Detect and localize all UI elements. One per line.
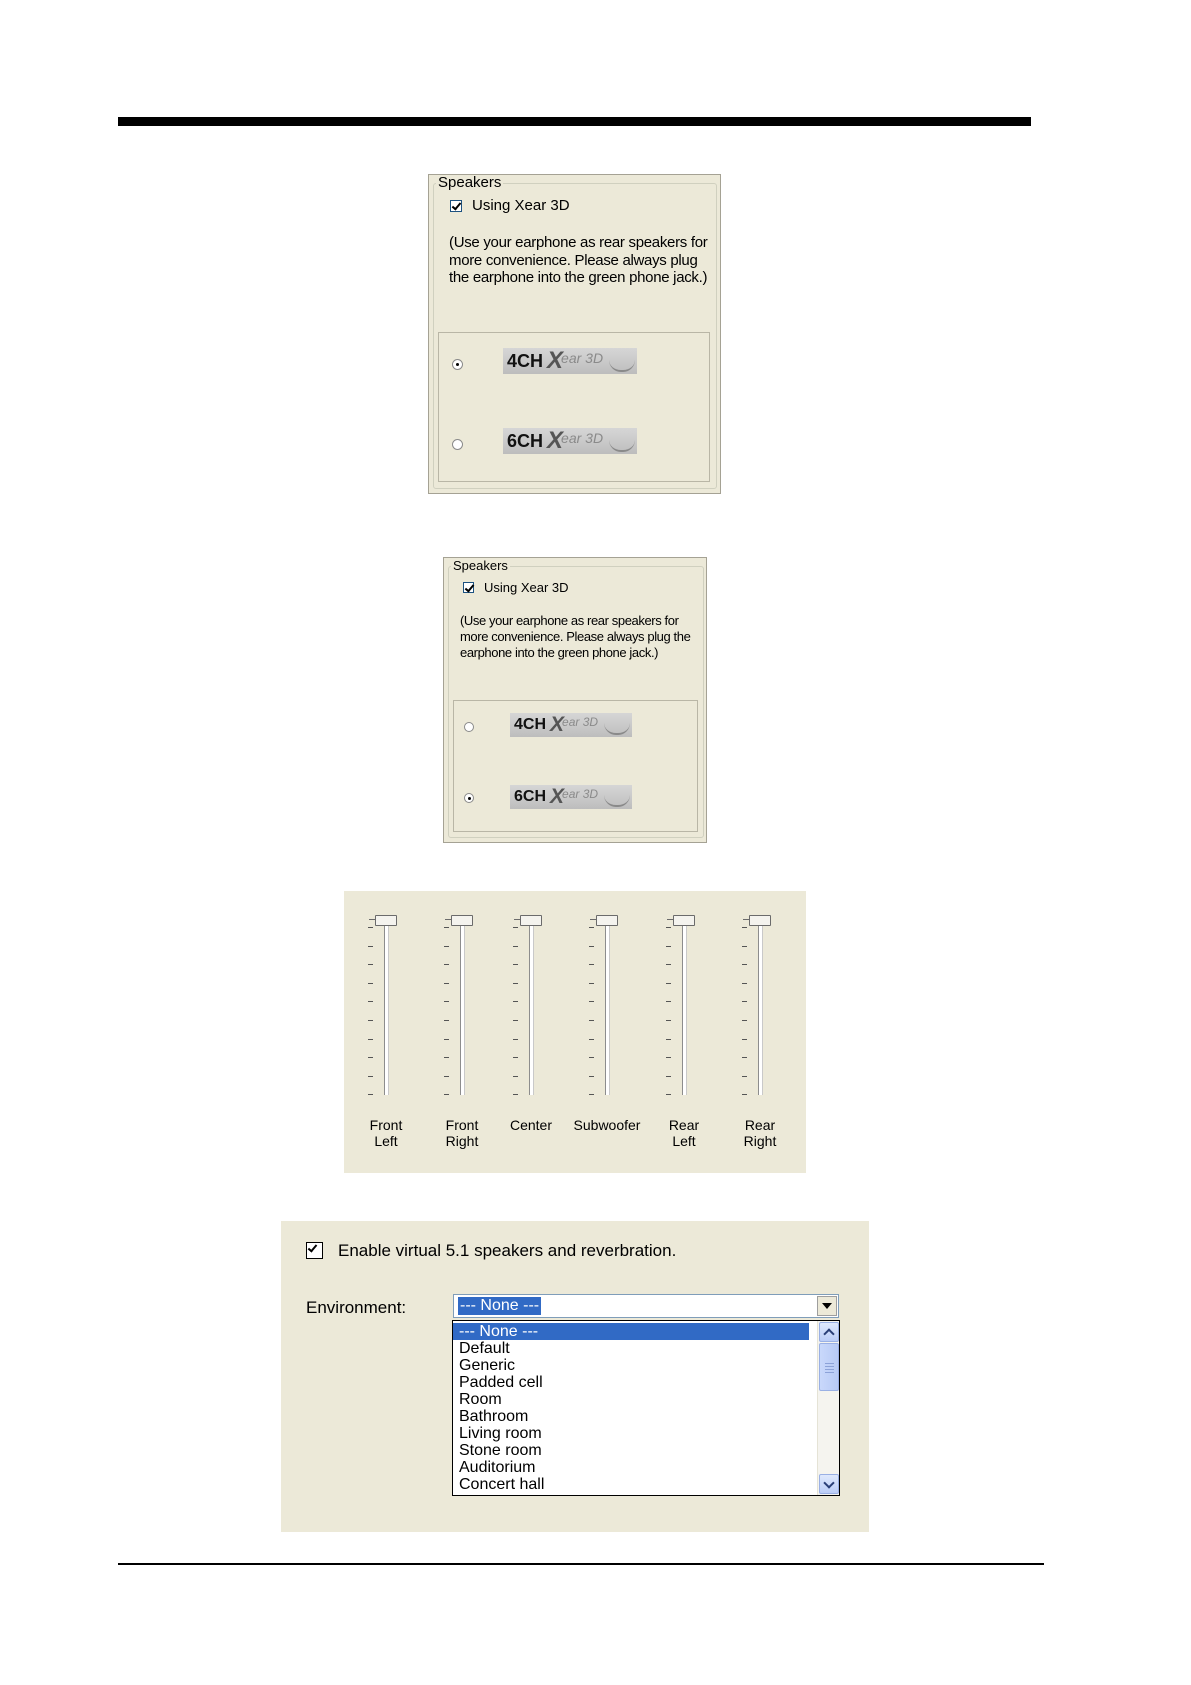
slider-tick: [742, 1020, 747, 1021]
slider-tick: [513, 1039, 518, 1040]
slider-thumb[interactable]: [673, 915, 695, 926]
xear-6ch-logo: 6CH X ear 3D: [510, 785, 632, 809]
list-item[interactable]: Auditorium: [459, 1459, 536, 1476]
slider-tick: [444, 946, 449, 947]
slider-track: [384, 919, 388, 1095]
list-item[interactable]: Default: [459, 1340, 510, 1357]
slider-tick: [368, 964, 373, 965]
list-item[interactable]: Concert hall: [459, 1476, 545, 1493]
slider-ticks: [513, 927, 519, 1097]
list-item[interactable]: Room: [459, 1391, 502, 1408]
slider-label: Center: [509, 1117, 553, 1133]
environment-panel: [281, 1221, 869, 1532]
slider-tick: [368, 946, 373, 947]
slider-tick: [368, 1057, 373, 1058]
slider-label: Rear Left: [668, 1117, 700, 1149]
slider-tick: [444, 1057, 449, 1058]
slider-tick: [589, 1001, 594, 1002]
slider-ticks: [742, 927, 748, 1097]
slider-tick: [513, 946, 518, 947]
slider-tick: [666, 1039, 671, 1040]
slider-center[interactable]: [493, 891, 553, 1151]
using-xear-3d-label: Using Xear 3D: [484, 580, 569, 595]
slider-tick: [742, 1094, 747, 1095]
using-xear-3d-checkbox[interactable]: [450, 200, 462, 212]
slider-track: [682, 919, 686, 1095]
slider-ticks: [444, 927, 450, 1097]
slider-tick: [589, 983, 594, 984]
slider-tick: [444, 1001, 449, 1002]
slider-track: [460, 919, 464, 1095]
environment-options-list[interactable]: [452, 1320, 840, 1496]
slider-front-left[interactable]: [348, 891, 408, 1151]
slider-tick: [513, 1057, 518, 1058]
slider-thumb[interactable]: [596, 915, 618, 926]
slider-track: [758, 919, 762, 1095]
xear-6ch-logo: 6CH X ear 3D: [503, 428, 637, 454]
slider-tick: [589, 946, 594, 947]
environment-selected-value: --- None ---: [460, 1297, 540, 1314]
slider-thumb[interactable]: [375, 915, 397, 926]
slider-tick: [666, 1094, 671, 1095]
chevron-up-icon: [823, 1328, 834, 1339]
chevron-down-icon: [823, 1477, 834, 1488]
vertical-scrollbar[interactable]: [817, 1321, 839, 1495]
radio-6ch[interactable]: [464, 793, 474, 803]
slider-tick: [444, 1020, 449, 1021]
speaker-level-mixer: [344, 891, 806, 1173]
radio-4ch[interactable]: [452, 359, 463, 370]
slider-tick: [742, 927, 747, 928]
slider-tick: [666, 964, 671, 965]
slider-track: [529, 919, 533, 1095]
scroll-up-button[interactable]: [819, 1322, 839, 1342]
slider-rear-left[interactable]: [646, 891, 706, 1151]
radio-6ch[interactable]: [452, 439, 463, 450]
list-item[interactable]: Living room: [459, 1425, 542, 1442]
slider-subwoofer[interactable]: [569, 891, 641, 1151]
slider-tick: [513, 964, 518, 965]
slider-tick: [742, 1001, 747, 1002]
speakers-panel-a: [428, 174, 721, 494]
speakers-description: (Use your earphone as rear speakers for more convenience. Please always plug the earphone into the green phone jack.): [449, 234, 708, 286]
slider-tick: [589, 964, 594, 965]
slider-tick: [666, 1057, 671, 1058]
top-rule: [118, 117, 1031, 126]
slider-tick: [589, 1057, 594, 1058]
slider-label: Rear Right: [743, 1117, 777, 1149]
slider-tick: [368, 927, 373, 928]
using-xear-3d-checkbox[interactable]: [463, 582, 474, 593]
enable-virtual-5-1-checkbox[interactable]: [306, 1242, 323, 1259]
slider-tick: [742, 1039, 747, 1040]
speakers-panel-b: [443, 557, 707, 843]
bottom-rule: [118, 1563, 1044, 1565]
speakers-description: (Use your earphone as rear speakers for more convenience. Please always plug the earphone into the green phone jack.): [460, 613, 691, 660]
slider-tick: [666, 1001, 671, 1002]
slider-tick: [742, 1057, 747, 1058]
dropdown-arrow-button[interactable]: [817, 1296, 837, 1316]
slider-tick: [589, 1094, 594, 1095]
slider-rear-right[interactable]: [722, 891, 782, 1151]
slider-tick: [444, 964, 449, 965]
environment-label: Environment:: [306, 1298, 407, 1317]
enable-virtual-5-1-label: Enable virtual 5.1 speakers and reverbration.: [338, 1241, 677, 1260]
slider-tick: [742, 1076, 747, 1077]
slider-tick: [444, 1094, 449, 1095]
slider-tick: [666, 1020, 671, 1021]
slider-label: Subwoofer: [573, 1117, 641, 1133]
xear-4ch-logo: 4CH X ear 3D: [503, 348, 637, 374]
speakers-legend: Speakers: [438, 174, 502, 191]
slider-tick: [513, 983, 518, 984]
environment-dropdown[interactable]: [453, 1294, 839, 1318]
slider-tick: [368, 1076, 373, 1077]
slider-tick: [368, 1020, 373, 1021]
slider-tick: [513, 1001, 518, 1002]
list-item[interactable]: Stone room: [459, 1442, 542, 1459]
slider-tick: [368, 1039, 373, 1040]
scrollbar-thumb[interactable]: [819, 1343, 839, 1391]
slider-thumb[interactable]: [520, 915, 542, 926]
slider-ticks: [589, 927, 595, 1097]
slider-tick: [513, 1076, 518, 1077]
speakers-legend: Speakers: [453, 558, 508, 573]
list-item[interactable]: Bathroom: [459, 1408, 529, 1425]
slider-tick: [444, 983, 449, 984]
slider-tick: [368, 1094, 373, 1095]
slider-tick: [444, 1076, 449, 1077]
list-item[interactable]: Padded cell: [459, 1374, 543, 1391]
slider-thumb[interactable]: [749, 915, 771, 926]
slider-tick: [589, 1039, 594, 1040]
slider-tick: [513, 1020, 518, 1021]
chevron-down-icon: [822, 1303, 832, 1309]
slider-tick: [444, 927, 449, 928]
slider-front-right[interactable]: [424, 891, 484, 1151]
slider-track: [605, 919, 609, 1095]
slider-label: Front Right: [445, 1117, 479, 1149]
list-item[interactable]: Generic: [459, 1357, 516, 1374]
slider-tick: [589, 927, 594, 928]
slider-tick: [368, 1001, 373, 1002]
slider-thumb[interactable]: [451, 915, 473, 926]
slider-tick: [742, 964, 747, 965]
slider-ticks: [368, 927, 374, 1097]
slider-tick: [589, 1076, 594, 1077]
slider-tick: [666, 1076, 671, 1077]
slider-tick: [666, 983, 671, 984]
xear-4ch-logo: 4CH X ear 3D: [510, 713, 632, 737]
slider-tick: [513, 927, 518, 928]
scroll-down-button[interactable]: [819, 1474, 839, 1494]
using-xear-3d-label: Using Xear 3D: [472, 197, 570, 214]
slider-tick: [742, 946, 747, 947]
list-item[interactable]: --- None ---: [453, 1323, 809, 1340]
slider-label: Front Left: [369, 1117, 403, 1149]
radio-4ch[interactable]: [464, 722, 474, 732]
slider-tick: [589, 1020, 594, 1021]
slider-tick: [666, 946, 671, 947]
slider-tick: [666, 927, 671, 928]
slider-ticks: [666, 927, 672, 1097]
slider-tick: [742, 983, 747, 984]
slider-tick: [368, 983, 373, 984]
slider-tick: [513, 1094, 518, 1095]
slider-tick: [444, 1039, 449, 1040]
